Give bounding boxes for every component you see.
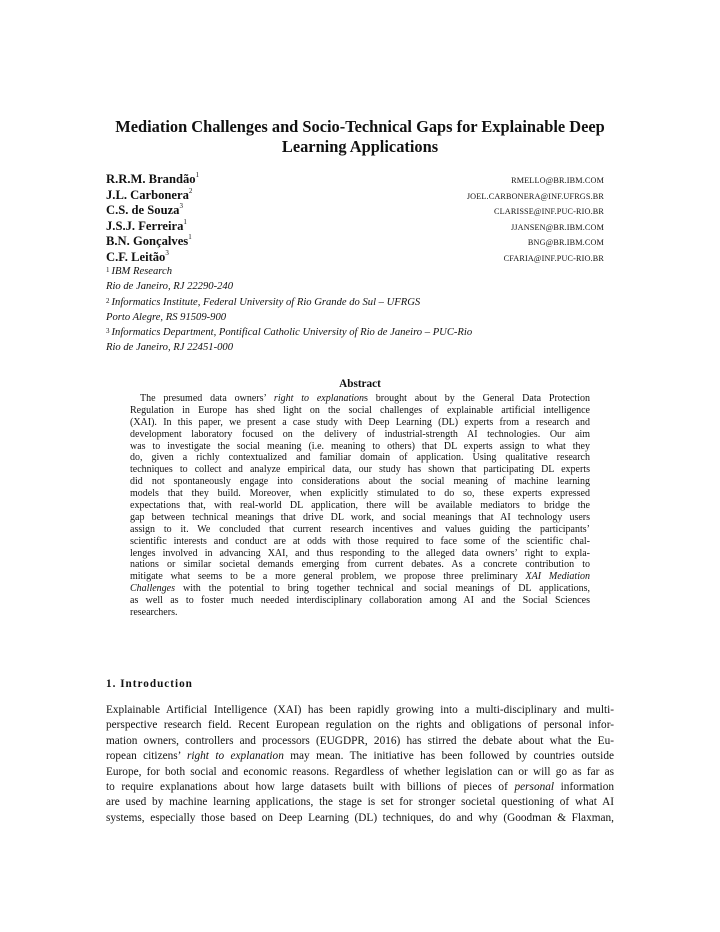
affiliation-list xyxy=(106,264,472,356)
author-row xyxy=(106,172,604,188)
affiliation-line: $^3$ Informatics Department, Pontifical Catholic University of Rio de Janeiro – PUC-Rio xyxy=(106,327,473,339)
abstract-line: development laboratory focused on the delivery of industrial-strength AI technologies. Our aim xyxy=(130,428,590,440)
introduction-line: are used by machine learning applications, the stage is set for stronger societal questioning of what AI xyxy=(106,796,614,809)
abstract-line: do, given a richly contextualized and familiar domain of application. Using qualitative research xyxy=(130,452,590,464)
author-name: J.L. Carbonera$^2$ xyxy=(106,186,193,202)
abstract-line: scientific interests and conduct are at odds with those required to face some of the scientific chal- xyxy=(130,535,590,547)
author-list xyxy=(106,172,604,266)
abstract-line: expectations that, with real-world DL application, there will be available mediators to bridge the xyxy=(130,500,590,512)
introduction-line: ropean citizens’ right to explanation may mean. The initiative has been followed by countries outside xyxy=(106,750,614,763)
abstract-line: assign to it. We concluded that current research incentives and values guiding the participants’ xyxy=(130,523,590,535)
introduction-body xyxy=(106,703,614,826)
title-line-2: Learning Applications xyxy=(281,137,439,156)
author-row xyxy=(106,234,604,250)
abstract-body xyxy=(130,393,590,619)
section-heading-introduction: 1. Introduction xyxy=(106,678,193,690)
abstract-line: mitigate what seems to be a more general problem, we propose three preliminary XAI Mediation xyxy=(130,571,590,583)
abstract-line: did not spontaneously engage into considerations about the social meaning of machine learning xyxy=(130,476,590,488)
author-email[interactable]: JOEL.CARBONERA@INF.UFRGS.BR xyxy=(466,191,604,201)
author-row xyxy=(106,219,604,235)
abstract-line: as well as to foster much needed interdisciplinary collaboration among AI and the Social Sciences xyxy=(130,595,590,607)
author-row xyxy=(106,188,604,204)
author-name: R.R.M. Brandão$^1$ xyxy=(106,171,200,186)
abstract-heading: Abstract xyxy=(339,378,381,390)
affiliation-line: $^2$ Informatics Institute, Federal University of Rio Grande do Sul – UFRGS xyxy=(106,296,421,308)
abstract-line: researchers. xyxy=(130,607,178,619)
author-email[interactable]: RMELLO@BR.IBM.COM xyxy=(511,176,604,185)
abstract-line: (XAI). In this paper, we present a case study with Deep Learning (DL) experts from a research and xyxy=(130,416,590,428)
abstract-line: was to investigate the social meaning (i.e. meaning to others) that DL experts assign to what they xyxy=(130,440,590,452)
author-email[interactable]: BNG@BR.IBM.COM xyxy=(527,238,604,248)
abstract-line: nations or similar societal demands emerging from current debates. As a concrete contribution to xyxy=(130,559,590,571)
abstract-line: gap between technical meanings that drive DL work, and social meanings that AI technology users xyxy=(130,511,590,523)
author-name: C.S. de Souza$^3$ xyxy=(106,202,183,218)
abstract-line: models that they build. Moreover, when explicitly stimulated to do so, these experts expressed xyxy=(130,488,590,500)
introduction-line: Europe, for both social and economic reasons. Regardless of whether legislation can or will go as far as xyxy=(106,765,614,778)
abstract-line: The presumed data owners’ right to explanations brought about by the General Data Protection xyxy=(140,393,590,404)
author-email[interactable]: CFARIA@INF.PUC-RIO.BR xyxy=(503,253,604,263)
abstract-line: Challenges with the potential to bring together technical and social meanings of DL applications, xyxy=(130,583,590,595)
affiliation-line: Rio de Janeiro, RJ 22451-000 xyxy=(106,342,233,354)
paper-title xyxy=(100,117,620,157)
introduction-line: perspective research field. Recent European regulation on the rights and obligations of personal infor- xyxy=(106,719,614,732)
author-row xyxy=(106,203,604,219)
introduction-line: to require explanations about how large datasets built with billions of pieces of personal information xyxy=(106,780,614,793)
abstract-line: lenges involved in advancing XAI, and thus responding to the alleged data owners’ right to expla- xyxy=(130,547,590,559)
introduction-line: systems, especially those based on Deep Learning (DL) techniques, do and why (Goodman & Flaxman, xyxy=(106,811,614,824)
title-line-1: Mediation Challenges and Socio-Technical Gaps for Explainable Deep xyxy=(115,117,605,136)
affiliation-line: $^1$ IBM Research xyxy=(106,266,172,277)
author-name: J.S.J. Ferreira$^1$ xyxy=(106,217,187,233)
introduction-line: mation owners, controllers and processors (EUGDPR, 2016) has stirred the debate about what the Eu- xyxy=(106,734,614,747)
author-name: C.F. Leitão$^3$ xyxy=(106,248,169,264)
author-email[interactable]: JJANSEN@BR.IBM.COM xyxy=(510,222,604,232)
author-name: B.N. Gonçalves$^1$ xyxy=(106,233,192,249)
abstract-line: techniques to collect and analyze empirical data, our study has shown that participating DL experts xyxy=(130,464,590,476)
introduction-line: Explainable Artificial Intelligence (XAI) has been rapidly growing into a multi-disciplinary and multi- xyxy=(106,704,614,716)
affiliation-line: Rio de Janeiro, RJ 22290-240 xyxy=(106,281,233,293)
author-email[interactable]: CLARISSE@INF.PUC-RIO.BR xyxy=(494,207,604,217)
affiliation-line: Porto Alegre, RS 91509-900 xyxy=(106,311,227,323)
abstract-line: Regulation in Europe has shed light on the social challenges of explainable artificial intelligence xyxy=(130,404,590,416)
